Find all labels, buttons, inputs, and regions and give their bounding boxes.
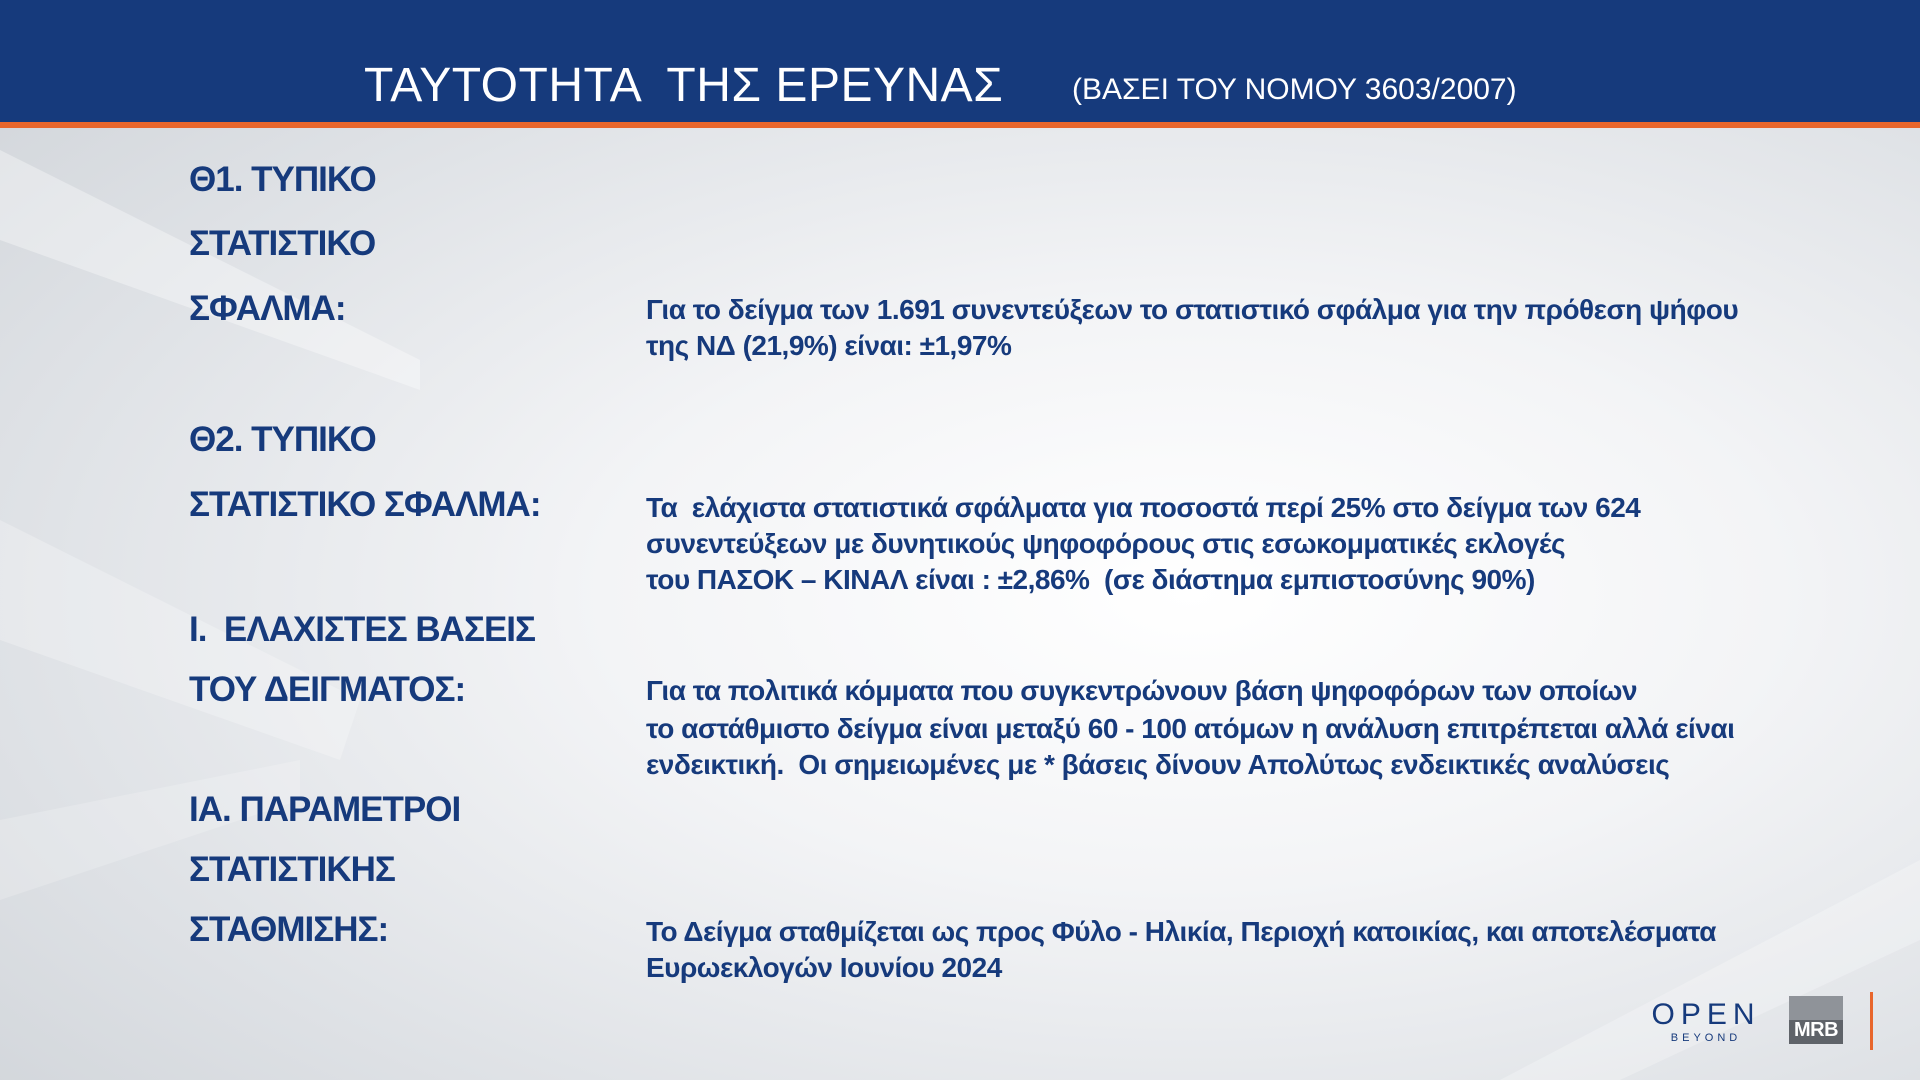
section-error1-label-line2: ΣΤΑΤΙΣΤΙΚΟ bbox=[189, 224, 376, 263]
section-bases-text-line1: Για τα πολιτικά κόμματα που συγκεντρώνουν βάση ψηφοφόρων των οποίων bbox=[646, 675, 1638, 706]
open-logo-tagline: BEYOND bbox=[1670, 1032, 1742, 1044]
open-logo-word: OPEN bbox=[1651, 998, 1761, 1031]
section-error1-text-line1: Για το δείγμα των 1.691 συνεντεύξεων το στατιστικό σφάλμα για την πρόθεση ψήφου bbox=[646, 294, 1739, 325]
mrb-accent-bar bbox=[1870, 992, 1873, 1050]
mrb-logo-text: MRB bbox=[1793, 1019, 1839, 1041]
section-error2-label-line1: Θ2. ΤΥΠΙΚΟ bbox=[189, 420, 376, 459]
mrb-logo bbox=[1789, 996, 1843, 1044]
header-accent-rule bbox=[0, 122, 1920, 128]
section-error2-text-line3: του ΠΑΣΟΚ – ΚΙΝΑΛ είναι : ±2,86% (σε διάστημα εμπιστοσύνης 90%) bbox=[646, 564, 1535, 595]
open-beyond-logo bbox=[1650, 1000, 1762, 1048]
section-error1-text-line2: της ΝΔ (21,9%) είναι: ±1,97% bbox=[646, 330, 1012, 361]
page-subtitle: (ΒΑΣΕΙ ΤΟΥ ΝΟΜΟΥ 3603/2007) bbox=[1072, 73, 1517, 106]
section-weighting-label-line1: ΙΑ. ΠΑΡΑΜΕΤΡΟΙ bbox=[189, 790, 461, 829]
section-error2-text-line2: συνεντεύξεων με δυνητικούς ψηφοφόρους στις εσωκομματικές εκλογές bbox=[646, 528, 1566, 559]
section-error2-text-line1: Τα ελάχιστα στατιστικά σφάλματα για ποσοστά περί 25% στο δείγμα των 624 bbox=[646, 492, 1641, 523]
section-weighting-label-line2: ΣΤΑΤΙΣΤΙΚΗΣ bbox=[189, 850, 395, 889]
section-error1-label-line3: ΣΦΑΛΜΑ: bbox=[189, 289, 346, 328]
section-weighting-label-line3: ΣΤΑΘΜΙΣΗΣ: bbox=[189, 910, 389, 949]
section-weighting-text-line2: Ευρωεκλογών Ιουνίου 2024 bbox=[646, 952, 1002, 983]
section-bases-text-line2: το αστάθμιστο δείγμα είναι μεταξύ 60 - 100 ατόμων η ανάλυση επιτρέπεται αλλά είναι bbox=[646, 713, 1735, 744]
section-error2-label-line2: ΣΤΑΤΙΣΤΙΚΟ ΣΦΑΛΜΑ: bbox=[189, 485, 541, 524]
section-weighting-text-line1: Το Δείγμα σταθμίζεται ως προς Φύλο - Ηλικία, Περιοχή κατοικίας, και αποτελέσματα bbox=[646, 916, 1716, 947]
section-bases-label-line2: ΤΟΥ ΔΕΙΓΜΑΤΟΣ: bbox=[189, 670, 466, 709]
section-bases-label-line1: Ι. ΕΛΑΧΙΣΤΕΣ ΒΑΣΕΙΣ bbox=[189, 610, 536, 649]
page-title: ΤΑΥΤΟΤΗΤΑ ΤΗΣ ΕΡΕΥΝΑΣ bbox=[364, 59, 1004, 112]
section-error1-label-line1: Θ1. ΤΥΠΙΚΟ bbox=[189, 160, 376, 199]
section-bases-text-line3: ενδεικτική. Οι σημειωμένες με * βάσεις δίνουν Απολύτως ενδεικτικές αναλύσεις bbox=[646, 749, 1670, 780]
